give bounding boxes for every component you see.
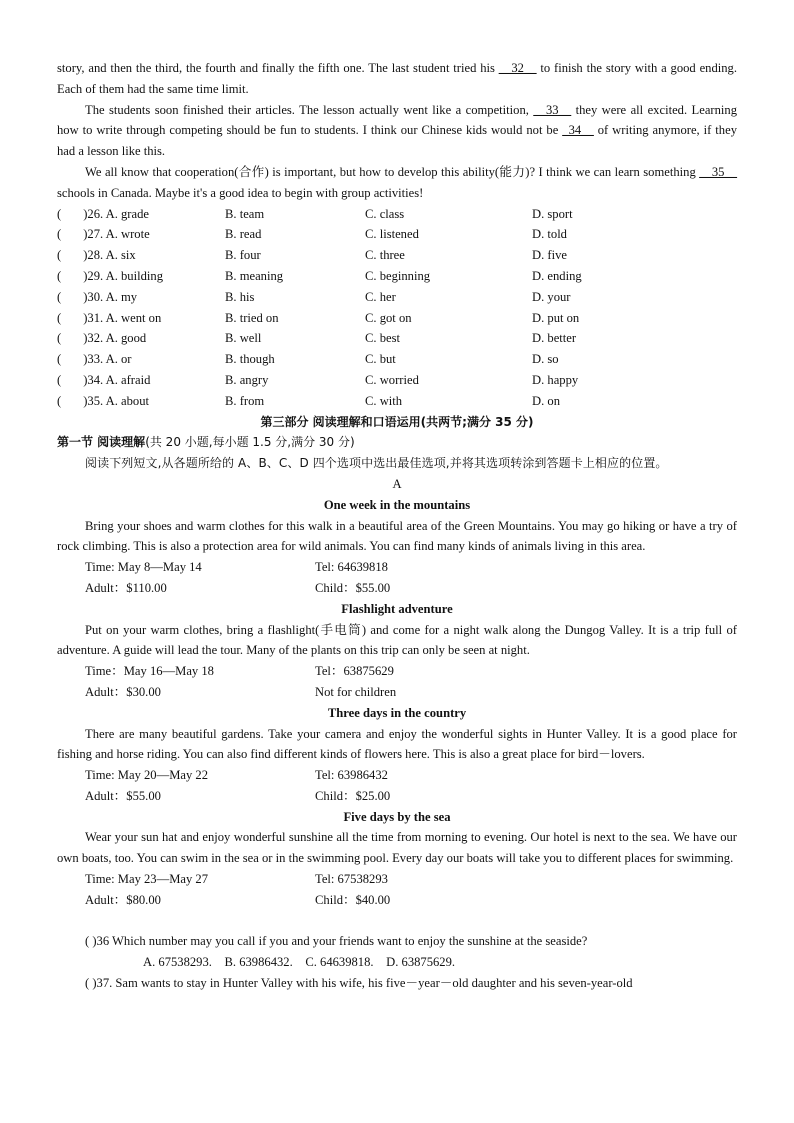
trip-info-row [57,557,737,578]
option-d: D. so [532,352,559,367]
trip-price-row [57,578,737,599]
option-b: B. well [225,331,262,346]
question-stem: ( )33. A. or [57,352,132,367]
option-d: D. sport [532,206,573,221]
trip-title: One week in the mountains [323,497,471,512]
trip-adult-price: Adult：$80.00 [85,892,161,907]
text: We all know that cooperation(合作) is important, but how to develop this ability(能力)? I think we can learn something [85,164,700,179]
cloze-paragraph [57,58,737,100]
trip-adult-price: Adult：$30.00 [85,684,161,699]
question-stem: ( )29. A. building [57,268,163,283]
option-b: B. tried on [225,310,279,325]
passage-letter: A [392,476,402,491]
option-c: C. three [365,248,405,263]
exam-page [57,58,737,994]
cloze-paragraph [57,162,737,204]
trip-title: Three days in the country [327,705,467,720]
trip-child-price: Not for children [315,684,397,699]
trip-child-price: Child：$55.00 [315,580,391,595]
instruction: 阅读下列短文,从各题所给的 A、B、C、D 四个选项中选出最佳选项,并将其选项转涂到答题卡上相应的位置。 [85,456,668,471]
option-b: B. angry [225,372,269,387]
question-stem: ( )30. A. my [57,289,138,304]
trip-description: Wear your sun hat and enjoy wonderful sunshine all the time from morning to evening. Our hotel is next to the sea. We have our own boats, too. You can swim in the sea or in the swimming pool. Every day our boats will take you to different places for swimming. [57,830,737,866]
trip-2 [57,599,737,703]
question-stem: ( )28. A. six [57,248,136,263]
option-row [57,266,737,287]
trip-time: Time: May 20—May 22 [85,768,209,783]
option-d: D. ending [532,268,582,283]
trip-price-row [57,682,737,703]
trip-price-row [57,890,737,911]
option-row [57,204,737,225]
trip-info-row [57,765,737,786]
cloze-paragraph [57,100,737,162]
question-36: ( )36 Which number may you call if you and your friends want to enjoy the sunshine at the seaside? [85,934,588,949]
trip-adult-price: Adult：$110.00 [85,580,167,595]
trip-tel: Tel: 63986432 [315,768,388,783]
blank-35: __35__ [699,164,737,179]
option-d: D. five [532,248,567,263]
text: schools in Canada. Maybe it's a good idea to begin with group activities! [57,185,424,200]
option-b: B. read [225,227,262,242]
option-row [57,370,737,391]
question-37: ( )37. Sam wants to stay in Hunter Valley with his wife, his five－year－old daughter and his seven-year-old [85,976,633,991]
blank-33: __33__ [533,102,572,117]
option-b: B. his [225,289,255,304]
option-c: C. worried [365,372,419,387]
option-row [57,224,737,245]
trip-time: Time: May 23—May 27 [85,872,209,887]
option-b: B. though [225,352,275,367]
option-d: D. happy [532,372,579,387]
trip-title: Five days by the sea [343,809,451,824]
option-b: B. four [225,248,261,263]
section1-note: (共 20 小题,每小题 1.5 分,满分 30 分) [145,435,355,450]
option-c: C. best [365,331,400,346]
section1-heading [57,432,737,453]
text: they were all excited. Learning how to write through competing should be fun to students. I think our Chinese kids would not be [57,102,737,138]
trip-child-price: Child：$25.00 [315,788,391,803]
question-36-choices: A. 67538293. B. 63986432. C. 64639818. D. 63875629. [143,955,456,970]
option-c: C. class [365,206,405,221]
option-d: D. on [532,393,560,408]
trip-tel: Tel：63875629 [315,664,394,679]
trip-tel: Tel: 67538293 [315,872,388,887]
option-c: C. got on [365,310,412,325]
option-d: D. your [532,289,571,304]
question-stem: ( )31. A. went on [57,310,162,325]
trip-description: There are many beautiful gardens. Take your camera and enjoy the wonderful sights in Hunter Valley. It is a good place for fishing and horse riding. You can also find different kinds of flowers here. This is also a great place for bird－lovers. [57,726,737,762]
blank-32: __32__ [498,61,537,75]
part3-title: 第三部分 阅读理解和口语运用(共两节;满分 35 分) [260,414,534,429]
trip-description: Put on your warm clothes, bring a flashlight(手电筒) and come for a night walk along the Dungog Valley. It is a trip full of adventure. A guide will lead the tour. Many of the plants on this trip can only be seen at night. [57,622,737,658]
trip-4 [57,807,737,911]
question-stem: ( )35. A. about [57,393,149,408]
trip-price-row [57,786,737,807]
question-stem: ( )27. A. wrote [57,227,150,242]
trip-adult-price: Adult：$55.00 [85,788,161,803]
spacer [57,911,737,932]
trip-time: Time：May 16—May 18 [85,664,214,679]
option-row [57,328,737,349]
option-c: C. but [365,352,396,367]
option-c: C. listened [365,227,419,242]
trip-3 [57,703,737,807]
trip-child-price: Child：$40.00 [315,892,391,907]
option-row [57,308,737,329]
option-row [57,245,737,266]
trip-time: Time: May 8—May 14 [85,560,202,575]
text: of writing anymore, if they had a lesson like this. [57,123,737,159]
option-b: B. meaning [225,268,284,283]
text: story, and then the third, the fourth and finally the fifth one. The last student tried his [57,61,499,75]
option-d: D. better [532,331,577,346]
option-row [57,287,737,308]
option-d: D. put on [532,310,580,325]
trip-info-row [57,661,737,682]
question-stem: ( )32. A. good [57,331,147,346]
trip-1 [57,495,737,599]
option-b: B. team [225,206,265,221]
section1-label: 第一节 阅读理解 [57,435,146,450]
option-d: D. told [532,227,567,242]
option-b: B. from [225,393,265,408]
question-stem: ( )34. A. afraid [57,372,151,387]
option-c: C. her [365,289,396,304]
option-row [57,349,737,370]
text: to finish the story with a good ending. Each of them had the same time limit. [57,61,737,96]
option-c: C. with [365,393,403,408]
option-row [57,391,737,412]
text: The students soon finished their articles. The lesson actually went like a competition, [85,102,534,117]
trip-description: Bring your shoes and warm clothes for this walk in a beautiful area of the Green Mountains. You may go hiking or have a try of rock climbing. This is also a protection area for wild animals. You can find many kinds of animals living in this area. [57,518,737,554]
option-c: C. beginning [365,268,431,283]
blank-34: _34__ [562,123,594,138]
question-stem: ( )26. A. grade [57,206,149,221]
trip-tel: Tel: 64639818 [315,560,388,575]
trip-info-row [57,869,737,890]
trip-title: Flashlight adventure [341,601,453,616]
options-list [57,204,737,412]
